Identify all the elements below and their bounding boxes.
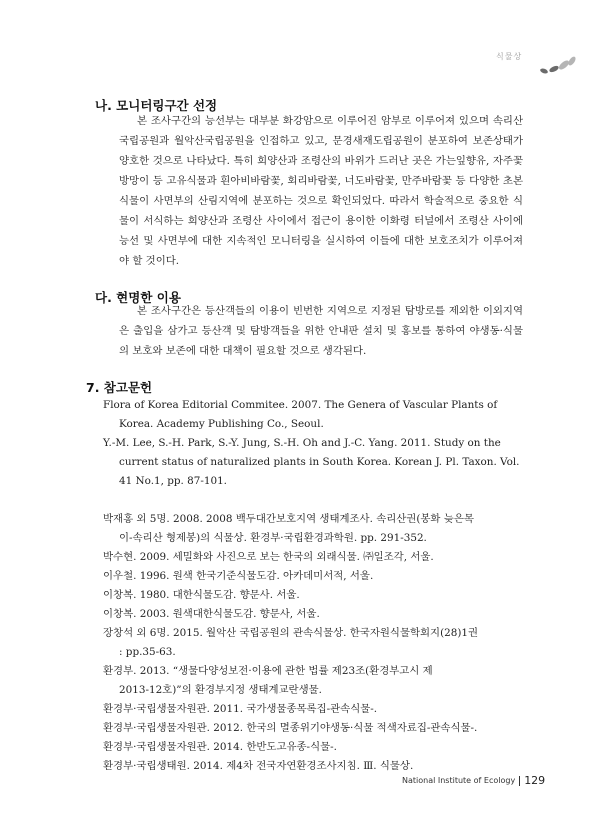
reference-item: 이창복. 2003. 원색대한식물도감. 향문사, 서울. <box>103 608 320 620</box>
page-footer <box>402 774 545 787</box>
page-number: 129 <box>524 774 546 787</box>
reference-item: 이창복. 1980. 대한식물도감. 향문사. 서울. <box>103 589 300 601</box>
section-heading-da: 다. 현명한 이용 <box>95 290 181 305</box>
reference-item: 장창석 외 6명. 2015. 월악산 국립공원의 관속식물상. 한국자원식물학회지(28)1권 : pp.35-63. <box>103 627 479 658</box>
reference-item: 환경부·국립생물자원관. 2012. 한국의 멸종위기야생동·식물 적색자료집-관속식물-. <box>103 722 478 734</box>
reference-item: 박수현. 2009. 세밀화와 사진으로 보는 한국의 외래식물. ㈜일조각, 서울. <box>103 551 434 563</box>
reference-item: Y.-M. Lee, S.-H. Park, S.-Y. Jung, S.-H. Oh and J.-C. Yang. 2011. Study on the current status of naturalized plants in South Korea. Korean J. Pl. Taxon. Vol. 41 No.1, pp. 87-101. <box>103 437 520 487</box>
reference-item: 환경부. 2013. “생물다양성보전·이용에 관한 법률 제23조(환경부고시 제 2013-12호)”의 환경부지정 생태계교란생물. <box>103 665 433 696</box>
reference-item: 박재홍 외 5명. 2008. 2008 백두대간보호지역 생태계조사. 속리산권(봉화 늦은목 이-속리산 형제봉)의 식물상. 환경부·국립환경과학원. pp. 291-352. <box>103 513 474 544</box>
running-header: 식물상 <box>496 52 523 61</box>
section-heading-refs: 7. 참고문헌 <box>86 380 153 395</box>
reference-item: Flora of Korea Editorial Commitee. 2007. The Genera of Vascular Plants of Korea. Academy Publishing Co., Seoul. <box>103 399 498 430</box>
leaf-decoration-icon <box>538 54 578 80</box>
reference-item: 이우철. 1996. 원색 한국기준식물도감. 아카데미서적, 서울. <box>103 570 374 582</box>
section-body-da: 본 조사구간은 등산객들의 이용이 빈번한 지역으로 지정된 탐방로를 제외한 이외지역은 출입을 삼가고 등산객 및 탐방객들을 위한 안내판 설치 및 홍보를 통하여 야생동·식물의 보호와 보존에 대한 대책이 필요할 것으로 생각된다. <box>119 305 523 357</box>
section-heading-na: 나. 모니터링구간 선정 <box>95 98 218 113</box>
reference-item: 환경부·국립생태원. 2014. 제4차 전국자연환경조사지침. Ⅲ. 식물상. <box>103 760 414 772</box>
footer-divider <box>519 776 520 786</box>
section-body-na: 본 조사구간의 능선부는 대부분 화강암으로 이루어진 암부로 이루어져 있으며 속리산국립공원과 월악산국립공원을 인접하고 있고, 문경새재도립공원이 분포하여 보존상태가 양호한 것으로 나타났다. 특히 희양산과 조령산의 바위가 드러난 곳은 가는잎향유, 자주꽃방망이 등 고유식물과 흰아비바람꽃, 회리바람꽃, 너도바람꽃, 만주바람꽃 등 다양한 초본식물이 사면부의 산림지역에 분포하는 것으로 확인되었다. 따라서 학술적으로 중요한 식물이 서식하는 희양산과 조령산 사이에서 접근이 용이한 이화령 터널에서 조령산 사이에 능선 및 사면부에 대한 지속적인 모니터링을 실시하여 이들에 대한 보호조치가 이루어져야 할 것이다. <box>119 115 523 267</box>
reference-item: 환경부·국립생물자원관. 2014. 한반도고유종-식물-. <box>103 741 337 753</box>
reference-item: 환경부·국립생물자원관. 2011. 국가생물종목록집-관속식물-. <box>103 703 378 715</box>
footer-org: National Institute of Ecology <box>402 776 516 785</box>
